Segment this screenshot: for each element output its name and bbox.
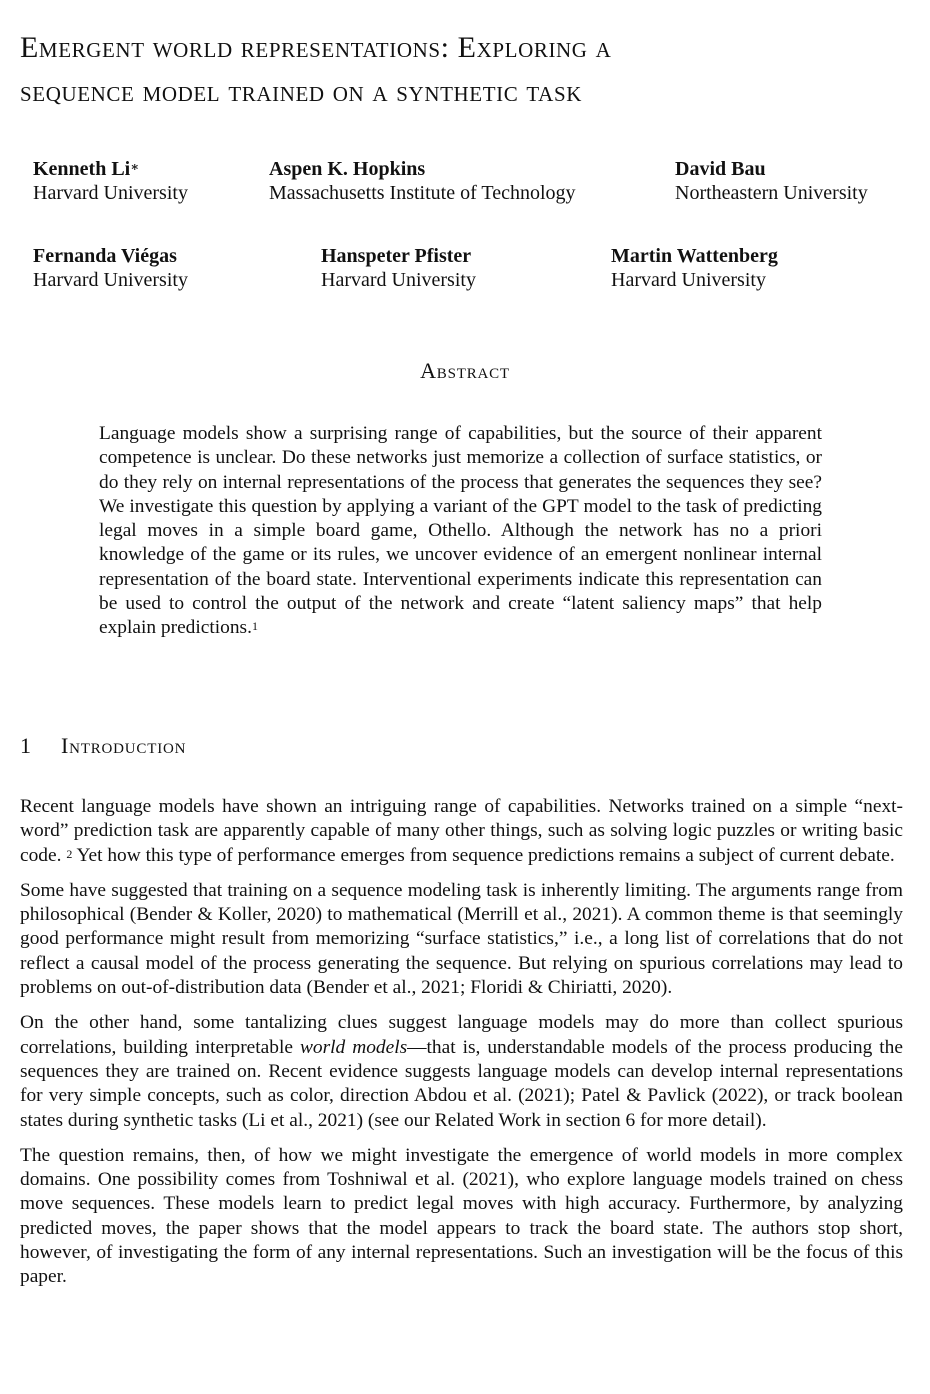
author-name: Aspen K. Hopkins	[269, 158, 426, 180]
author-block-2	[269, 157, 576, 205]
author-affiliation: Harvard University	[33, 269, 188, 291]
footnote-mark: 2	[66, 846, 73, 861]
author-affiliation: Harvard University	[33, 182, 188, 204]
section-heading	[20, 733, 186, 759]
author-block-5	[321, 244, 476, 292]
paper-title-line-1: Emergent world representations: Exploring a	[20, 31, 612, 64]
author-affiliation: Massachusetts Institute of Technology	[269, 182, 576, 204]
author-block-3	[675, 157, 868, 205]
section-number: 1	[20, 733, 32, 758]
author-name: David Bau	[675, 158, 766, 180]
author-block-4	[33, 244, 188, 292]
paragraph: The question remains, then, of how we might investigate the emergence of world models in more complex domains. One possibility comes from Toshniwal et al. (2021), who explore language models trained on chess move sequences. These models learn to predict legal moves with high accuracy. Furthermore, by analyzing predicted moves, the paper shows that the model appears to track the board state. The authors stop short, however, of investigating the form of any internal representations. Such an investigation will be the focus of this paper.	[20, 1144, 903, 1288]
paper-title	[20, 26, 920, 114]
author-affiliation: Harvard University	[321, 269, 476, 291]
author-affiliation: Harvard University	[611, 269, 766, 291]
author-block-1	[33, 157, 188, 205]
author-name: Martin Wattenberg	[611, 245, 778, 267]
section-body	[20, 795, 903, 1301]
author-footnote-mark: ∗	[130, 159, 140, 174]
abstract-text: Language models show a surprising range of capabilities, but the source of their apparent competence is unclear. Do these networks just memorize a collection of surface statistics, or do they rely on internal representations of the process that generates the sequences they see? We investigate this question by applying a variant of the GPT model to the task of predicting legal moves in a simple board game, Othello. Although the network has no a priori knowledge of the game or its rules, we uncover evidence of an emergent nonlinear internal representation of the board state. Interventional experiments indicate this representation can be used to control the output of the network and create “latent saliency maps” that help explain predictions.$^1$	[99, 423, 822, 639]
paragraph: On the other hand, some tantalizing clues suggest language models may do more than collect spurious correlations, building interpretable world models—that is, understandable models of the process producing the sequences they are trained on. Recent evidence suggests language models can develop internal representations for very simple concepts, such as color, direction Abdou et al. (2021); Patel & Pavlick (2022), or track boolean states during synthetic tasks (Li et al., 2021) (see our Related Work in section 6 for more detail).	[20, 1012, 903, 1131]
footnote-mark: 1	[251, 619, 258, 634]
author-affiliation: Northeastern University	[675, 182, 868, 204]
emphasis: world models	[299, 1036, 408, 1058]
section-title: Introduction	[61, 733, 187, 758]
paragraph: Some have suggested that training on a sequence modeling task is inherently limiting. The arguments range from philosophical (Bender & Koller, 2020) to mathematical (Merrill et al., 2021). A common theme is that seemingly good performance might result from memorizing “surface statistics,” i.e., a long list of correlations that do not reflect a causal model of the process generating the sequence. But relying on spurious correlations may lead to problems on out-of-distribution data (Bender et al., 2021; Floridi & Chiriatti, 2020).	[20, 879, 903, 999]
author-name: Kenneth Li∗	[33, 158, 140, 180]
abstract-heading: Abstract	[420, 358, 510, 383]
author-block-6	[611, 244, 778, 292]
author-name: Fernanda Viégas	[33, 245, 177, 267]
paper-title-line-2: sequence model trained on a synthetic task	[20, 75, 582, 108]
author-name: Hanspeter Pfister	[321, 245, 472, 267]
paragraph: Recent language models have shown an intriguing range of capabilities. Networks trained on a simple “next-word” prediction task are apparently capable of many other things, such as solving logic puzzles or writing basic code. $^2$ Yet how this type of performance emerges from sequence predictions remains a subject of current debate.	[20, 796, 903, 866]
